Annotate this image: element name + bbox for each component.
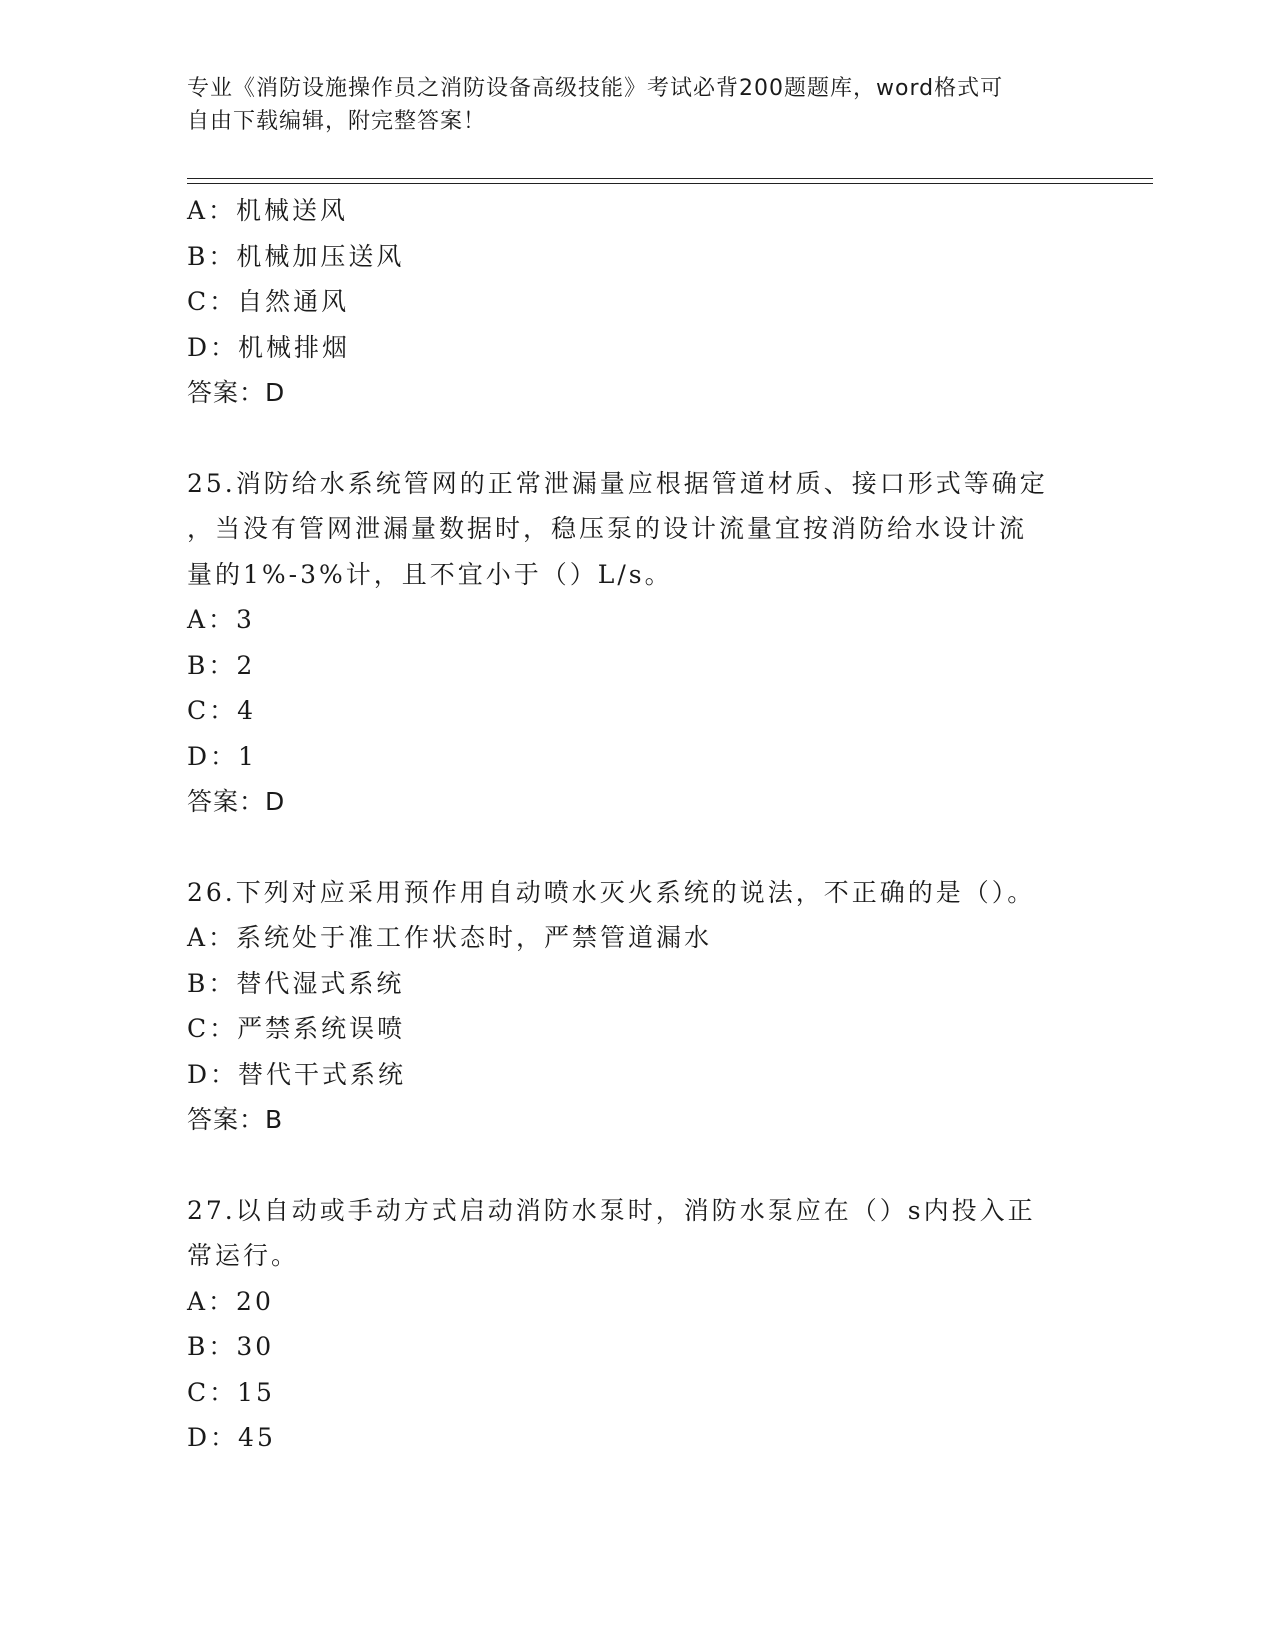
question-text-line-1: 27.以自动或手动方式启动消防水泵时，消防水泵应在（）s内投入正 (187, 1195, 1036, 1225)
option-c: C：4 (187, 696, 257, 725)
answer: 答案：D (187, 378, 286, 407)
question-text-line-3: 量的1%-3%计，且不宜小于（）L/s。 (187, 559, 673, 589)
question-24 (187, 188, 1087, 416)
option-a: A：3 (187, 605, 255, 634)
question-text-line-1: 25.消防给水系统管网的正常泄漏量应根据管道材质、接口形式等确定 (187, 468, 1048, 498)
option-c: C：自然通风 (187, 287, 350, 316)
option-b: B：替代湿式系统 (187, 968, 405, 998)
question-26 (187, 870, 1087, 1143)
option-d: D：机械排烟 (187, 332, 351, 362)
spacer (187, 825, 1087, 870)
option-a: A：20 (187, 1286, 274, 1316)
option-b: B：机械加压送风 (187, 241, 405, 271)
option-a: A：机械送风 (187, 196, 349, 225)
question-list (187, 188, 1087, 1461)
question-text-line-2: ，当没有管网泄漏量数据时，稳压泵的设计流量宜按消防给水设计流 (187, 514, 1028, 543)
option-a: A：系统处于准工作状态时，严禁管道漏水 (187, 923, 713, 952)
question-25 (187, 461, 1087, 825)
option-b: B：30 (187, 1332, 275, 1361)
question-text-line-1: 26.下列对应采用预作用自动喷水灭火系统的说法，不正确的是（）。 (187, 877, 1036, 907)
question-text-line-2: 常运行。 (187, 1241, 300, 1270)
header-divider-bottom (187, 183, 1153, 184)
header-line-2: 自由下载编辑，附完整答案！ (187, 109, 487, 134)
option-d: D：替代干式系统 (187, 1059, 407, 1089)
option-b: B：2 (187, 650, 256, 680)
option-c: C：严禁系统误喷 (187, 1014, 406, 1043)
option-d: D：1 (187, 741, 257, 771)
spacer (187, 416, 1087, 461)
option-c: C：15 (187, 1377, 275, 1407)
option-d: D：45 (187, 1423, 276, 1452)
question-27 (187, 1188, 1087, 1461)
document-header (187, 72, 1067, 138)
answer: 答案：B (187, 1105, 284, 1134)
header-line-1: 专业《消防设施操作员之消防设备高级技能》考试必背200题题库，word格式可 (187, 76, 1004, 101)
answer: 答案：D (187, 787, 286, 816)
header-divider-top (187, 178, 1153, 179)
spacer (187, 1143, 1087, 1188)
